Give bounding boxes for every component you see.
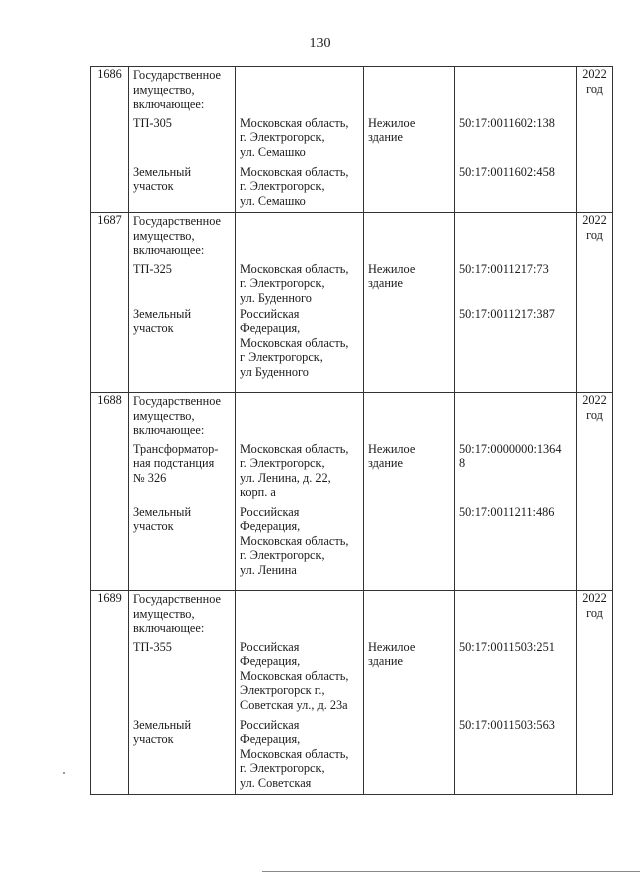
item-type: Нежилое здание bbox=[364, 262, 455, 307]
entry-header: Государственное имущество, включающее: bbox=[129, 67, 236, 116]
year-cell bbox=[577, 116, 613, 165]
entry-item-row bbox=[91, 307, 613, 393]
entry-item-row bbox=[91, 718, 613, 795]
entry-item-row bbox=[91, 640, 613, 718]
item-address: Российская Федерация, Московская область, г. Электрогорск, ул. Советская bbox=[236, 718, 364, 795]
item-name: Земельный участок bbox=[129, 505, 236, 591]
type-cell bbox=[364, 67, 455, 116]
entry-item-row bbox=[91, 505, 613, 591]
cadastral-cell bbox=[455, 213, 577, 262]
entry-item-row bbox=[91, 442, 613, 505]
entry-number: 1689 bbox=[91, 591, 129, 640]
item-cadastral-number: 50:17:0011503:251 bbox=[455, 640, 577, 718]
scan-artifact-line bbox=[262, 871, 640, 872]
item-type: Нежилое здание bbox=[364, 116, 455, 165]
year-cell bbox=[577, 442, 613, 505]
item-type bbox=[364, 165, 455, 213]
entry-year: 2022 год bbox=[577, 591, 613, 640]
item-cadastral-number: 50:17:0011217:387 bbox=[455, 307, 577, 393]
entry-number: 1687 bbox=[91, 213, 129, 262]
entry-header: Государственное имущество, включающее: bbox=[129, 213, 236, 262]
item-address: Московская область, г. Электрогорск, ул. Буденного bbox=[236, 262, 364, 307]
entry-year: 2022 год bbox=[577, 393, 613, 442]
year-cell bbox=[577, 505, 613, 591]
entry-year: 2022 год bbox=[577, 67, 613, 116]
item-address: Московская область, г. Электрогорск, ул. Семашко bbox=[236, 165, 364, 213]
item-name: Земельный участок bbox=[129, 307, 236, 393]
item-address: Российская Федерация, Московская область, Электрогорск г., Советская ул., д. 23а bbox=[236, 640, 364, 718]
property-registry-table bbox=[90, 66, 613, 795]
item-name: ТП-305 bbox=[129, 116, 236, 165]
year-cell bbox=[577, 718, 613, 795]
entry-header-row bbox=[91, 591, 613, 640]
number-cell bbox=[91, 442, 129, 505]
address-cell bbox=[236, 393, 364, 442]
type-cell bbox=[364, 393, 455, 442]
item-cadastral-number: 50:17:0011211:486 bbox=[455, 505, 577, 591]
item-address: Российская Федерация, Московская область, г Электрогорск, ул Буденного bbox=[236, 307, 364, 393]
scan-artifact-dot bbox=[63, 772, 65, 774]
entry-year: 2022 год bbox=[577, 213, 613, 262]
number-cell bbox=[91, 116, 129, 165]
page-number: 130 bbox=[309, 36, 331, 51]
item-type: Нежилое здание bbox=[364, 442, 455, 505]
address-cell bbox=[236, 67, 364, 116]
item-type bbox=[364, 505, 455, 591]
item-type bbox=[364, 307, 455, 393]
year-cell bbox=[577, 262, 613, 307]
item-cadastral-number: 50:17:0011602:138 bbox=[455, 116, 577, 165]
item-cadastral-number: 50:17:0000000:1364 8 bbox=[455, 442, 577, 505]
item-type: Нежилое здание bbox=[364, 640, 455, 718]
registry-body bbox=[91, 67, 613, 795]
item-name: Земельный участок bbox=[129, 718, 236, 795]
item-address: Московская область, г. Электрогорск, ул. Ленина, д. 22, корп. а bbox=[236, 442, 364, 505]
entry-header-row bbox=[91, 67, 613, 116]
item-address: Российская Федерация, Московская область, г. Электрогорск, ул. Ленина bbox=[236, 505, 364, 591]
cadastral-cell bbox=[455, 591, 577, 640]
year-cell bbox=[577, 640, 613, 718]
item-address: Московская область, г. Электрогорск, ул. Семашко bbox=[236, 116, 364, 165]
number-cell bbox=[91, 307, 129, 393]
address-cell bbox=[236, 213, 364, 262]
address-cell bbox=[236, 591, 364, 640]
number-cell bbox=[91, 505, 129, 591]
number-cell bbox=[91, 718, 129, 795]
item-name: Земельный участок bbox=[129, 165, 236, 213]
entry-item-row bbox=[91, 165, 613, 213]
cadastral-cell bbox=[455, 67, 577, 116]
type-cell bbox=[364, 213, 455, 262]
entry-header-row bbox=[91, 393, 613, 442]
entry-header: Государственное имущество, включающее: bbox=[129, 591, 236, 640]
number-cell bbox=[91, 262, 129, 307]
year-cell bbox=[577, 307, 613, 393]
item-name: ТП-325 bbox=[129, 262, 236, 307]
entry-item-row bbox=[91, 262, 613, 307]
number-cell bbox=[91, 165, 129, 213]
entry-header-row bbox=[91, 213, 613, 262]
year-cell bbox=[577, 165, 613, 213]
item-name: Трансформатор- ная подстанция № 326 bbox=[129, 442, 236, 505]
item-cadastral-number: 50:17:0011602:458 bbox=[455, 165, 577, 213]
item-name: ТП-355 bbox=[129, 640, 236, 718]
entry-header: Государственное имущество, включающее: bbox=[129, 393, 236, 442]
cadastral-cell bbox=[455, 393, 577, 442]
item-type bbox=[364, 718, 455, 795]
entry-number: 1688 bbox=[91, 393, 129, 442]
item-cadastral-number: 50:17:0011503:563 bbox=[455, 718, 577, 795]
number-cell bbox=[91, 640, 129, 718]
item-cadastral-number: 50:17:0011217:73 bbox=[455, 262, 577, 307]
entry-item-row bbox=[91, 116, 613, 165]
entry-number: 1686 bbox=[91, 67, 129, 116]
type-cell bbox=[364, 591, 455, 640]
